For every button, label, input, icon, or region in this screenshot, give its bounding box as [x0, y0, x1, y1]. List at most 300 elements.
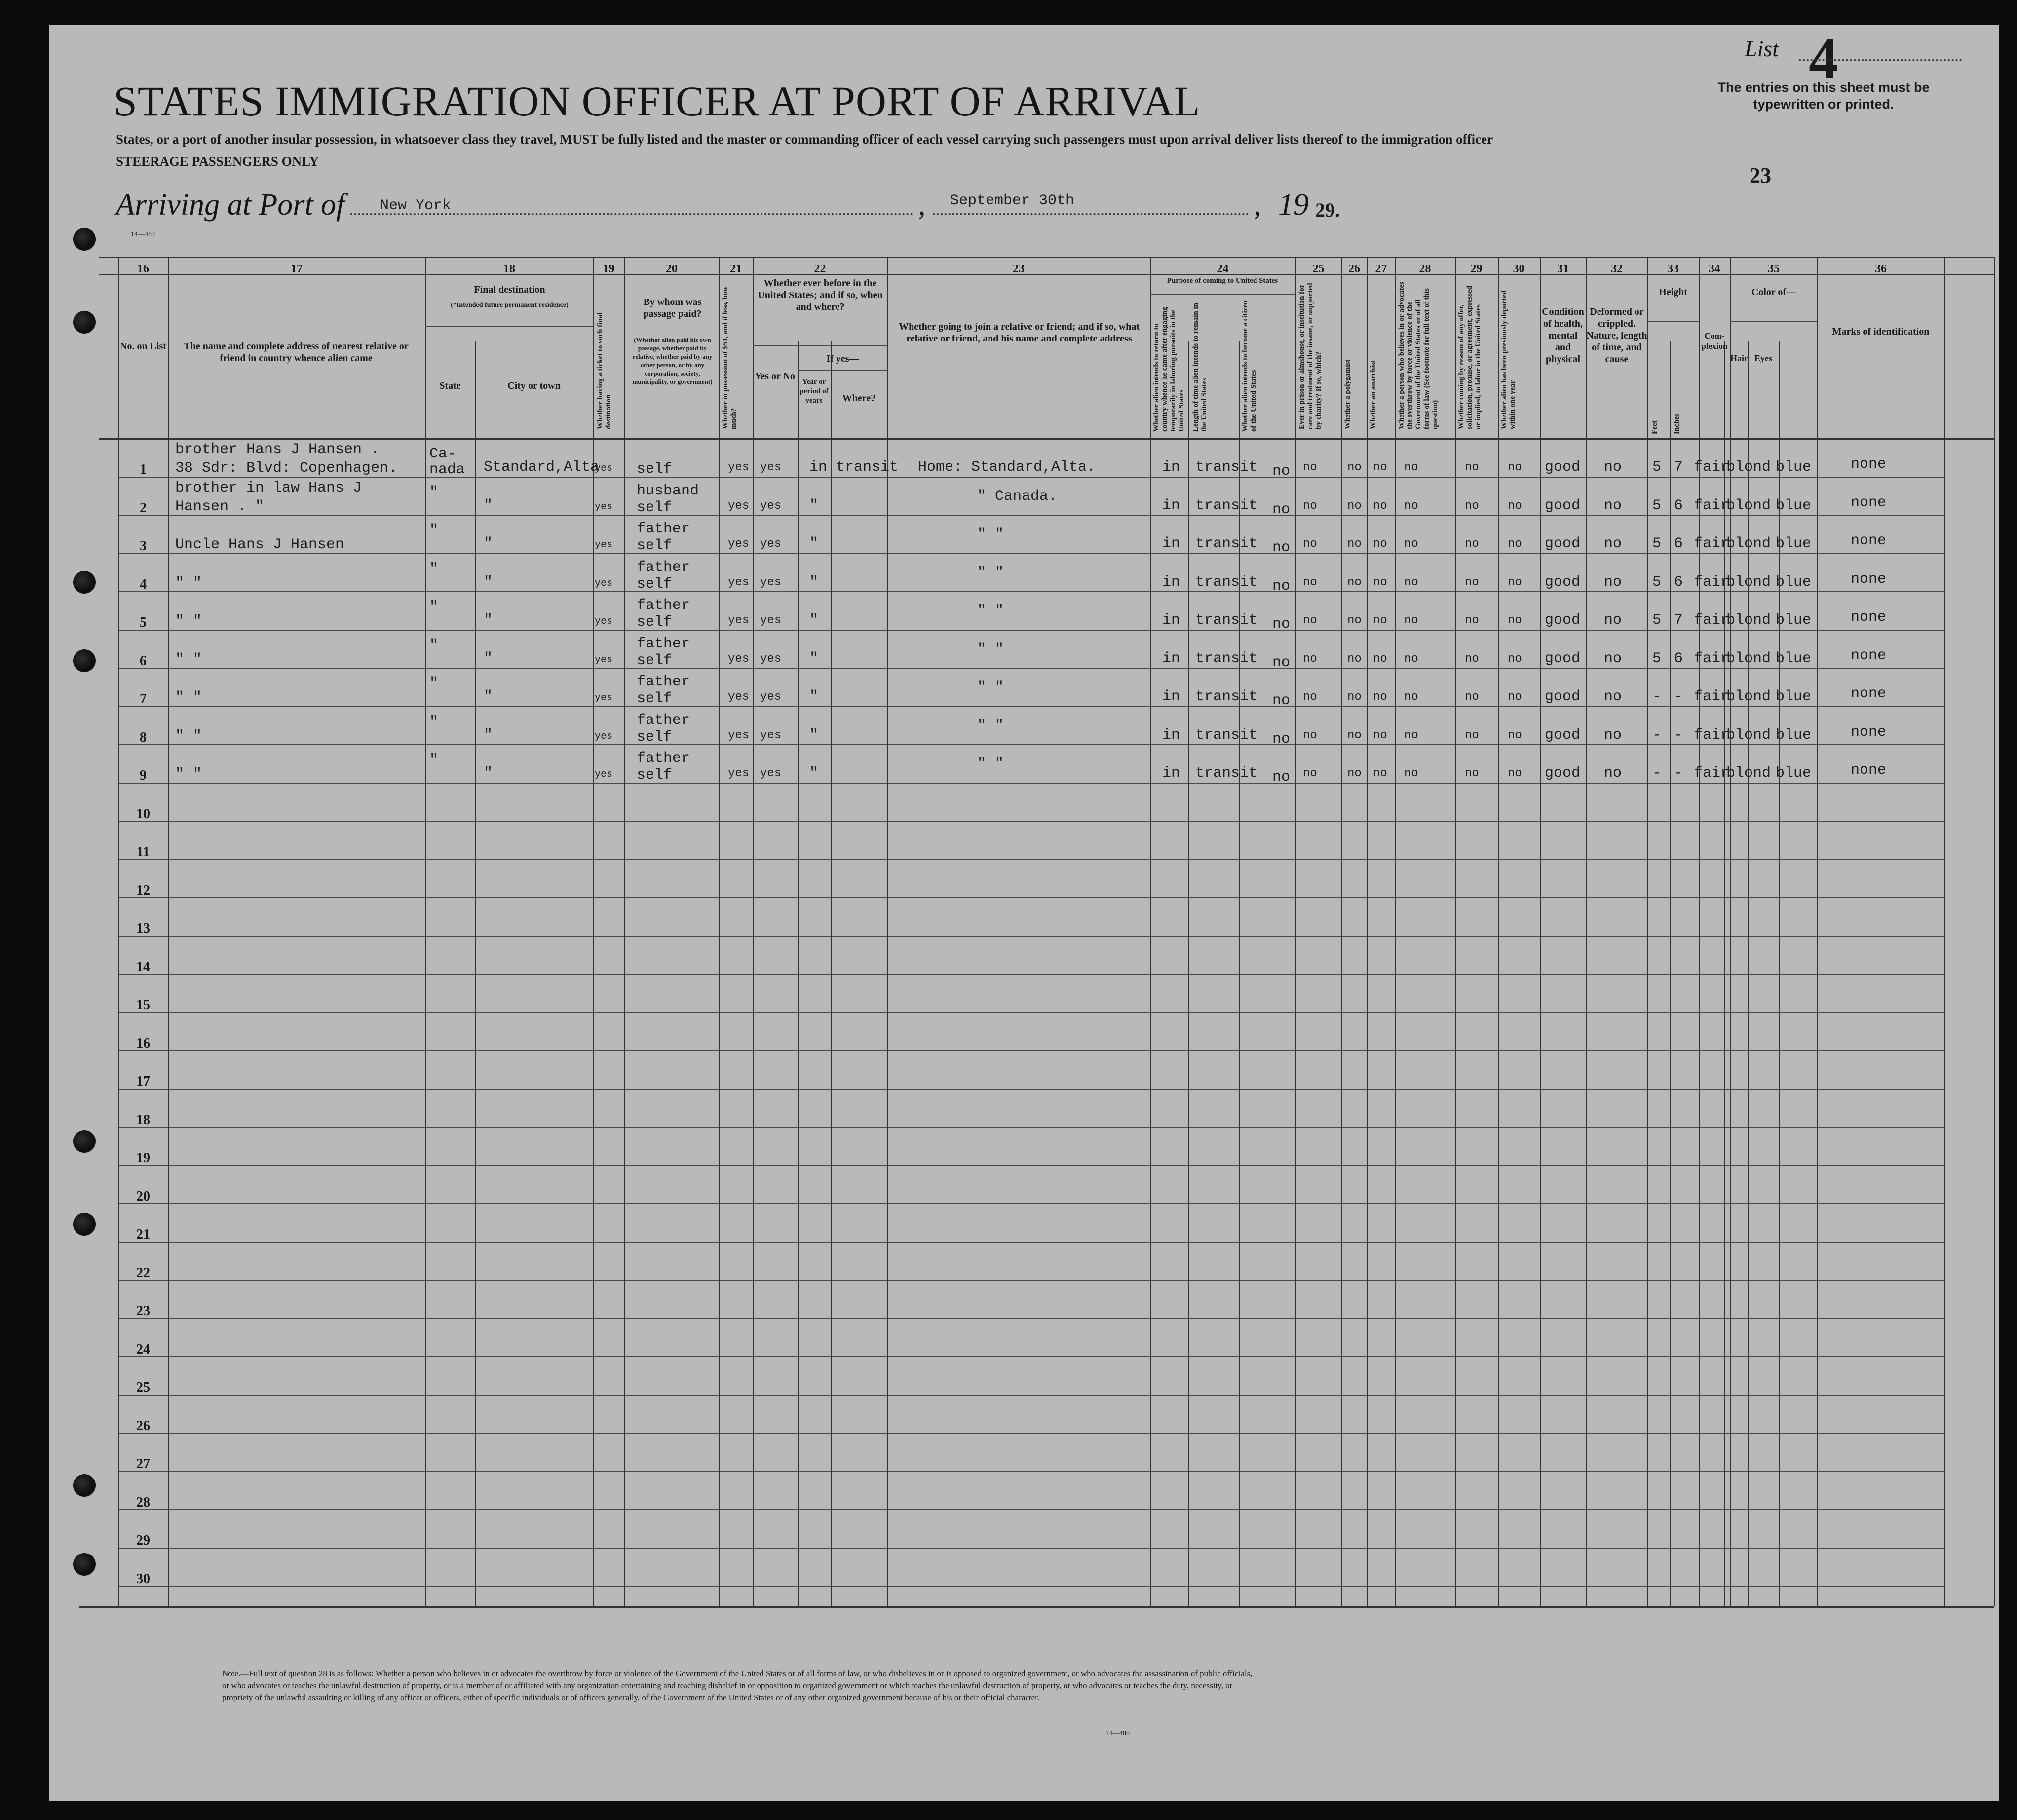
subcolumn-rule — [1748, 341, 1749, 1606]
destination-city: Standard,Alta — [484, 459, 600, 476]
purpose-length-value: transit — [1195, 612, 1258, 629]
hair-value: blond — [1726, 459, 1771, 476]
purpose-length-value: transit — [1195, 573, 1258, 591]
passage-paid-line-2: self — [637, 652, 673, 669]
destination-state: " — [429, 599, 439, 615]
list-number-line — [1799, 59, 1962, 61]
purpose-citizen-value: no — [1272, 616, 1291, 633]
date-line — [933, 213, 1249, 215]
deformed-value: no — [1604, 688, 1622, 705]
hair-value: blond — [1726, 688, 1771, 705]
eyes-value: blue — [1776, 726, 1812, 744]
punch-hole — [73, 1213, 96, 1236]
destination-state: " — [429, 713, 439, 730]
relative-line-2: Hansen . " — [175, 498, 265, 515]
complexion-value: fair — [1694, 459, 1730, 476]
purpose-length-value: transit — [1195, 650, 1258, 667]
health-value: good — [1545, 726, 1581, 744]
purpose-return-value: in — [1162, 765, 1180, 782]
footnote-q28: Note.—Full text of question 28 is as follows: Whether a person who believes in or advocates the overthrow by force or violence of the Government of the United States or of all forms of law, or who disbelieves in or is opposed to organized government, or who advocates the assassination of public officials, or who advocates or teaches the unlawful destruction of property, or is a member of or affiliated with any organization entertaining and teaching disbelief in or opposition to organized government or which teaches the unlawful destruction of property, or who advocates or teaches the duty, necessity, or propriety of the unlawful assaulting or killing of any officer or officers, either of specific individuals or of officers generally, of the Government of the United States or of any other organized government because of his or their official character. — [222, 1669, 1253, 1702]
header-prison: Ever in prison or almshouse, or institution for care and treatment of the insane, or supported by charity? If so, which? — [1298, 283, 1323, 429]
row-number: 30 — [136, 1571, 150, 1587]
header-overthrow: Whether a person who believes in or advocates the overthrow by force or violence of the Government of the United States or of all forms of law (See footnote for full text of this question) — [1398, 281, 1439, 429]
ticket-value: yes — [595, 501, 613, 513]
deformed-value: no — [1604, 497, 1622, 514]
fifty-value: yes — [728, 767, 750, 780]
column-rule — [1647, 257, 1648, 1606]
row-rule — [118, 1395, 1944, 1396]
column-number-24: 24 — [1217, 263, 1229, 275]
purpose-citizen-value: no — [1272, 577, 1291, 595]
prison-value: no — [1303, 652, 1317, 666]
hair-value: blond — [1726, 573, 1771, 591]
anarchist-value: no — [1373, 690, 1387, 704]
contract-labor-value: no — [1465, 461, 1479, 474]
passage-paid-line-2: self — [637, 614, 673, 631]
destination-city: " — [484, 650, 493, 667]
anarchist-value: no — [1373, 575, 1387, 589]
overthrow-value: no — [1404, 537, 1418, 551]
header-ever-before: Whether ever before in the United States; and if so, when and where? — [758, 278, 883, 312]
header-nearest-relative: The name and complete address of nearest relative or friend in country whence alien came — [184, 341, 409, 364]
purpose-return-value: in — [1162, 459, 1180, 476]
before-value: yes — [760, 461, 782, 474]
height-inches-value: 7 — [1674, 612, 1683, 629]
prison-value: no — [1303, 767, 1317, 780]
ticket-value: yes — [595, 692, 613, 704]
punch-hole — [73, 311, 96, 334]
marks-value: none — [1851, 685, 1887, 702]
year-value: " — [809, 650, 819, 667]
overthrow-value: no — [1404, 728, 1418, 742]
form-number-top: 14—480 — [131, 231, 155, 238]
ticket-value: yes — [595, 539, 613, 551]
purpose-length-value: transit — [1195, 459, 1258, 476]
passage-paid-line-2: self — [637, 499, 673, 516]
destination-state: " — [429, 637, 439, 654]
destination-state: " — [429, 560, 439, 577]
fifty-value: yes — [728, 575, 750, 589]
list-number: 4 — [1809, 26, 1838, 91]
column-rule — [1586, 257, 1587, 1606]
subhdr-rule — [1730, 321, 1817, 322]
row-rule — [118, 744, 1944, 745]
complexion-value: fair — [1694, 497, 1730, 514]
row-number: 9 — [140, 768, 147, 783]
join-line-1: " " — [977, 756, 1004, 772]
header-health: Condition of health, mental and physical — [1542, 306, 1584, 365]
height-feet-value: 5 — [1652, 650, 1662, 667]
deported-value: no — [1508, 690, 1522, 704]
passage-paid-line-1: father — [637, 521, 690, 537]
destination-city: " — [484, 726, 493, 744]
table-bottom-rule — [79, 1606, 1994, 1608]
anarchist-value: no — [1373, 652, 1387, 666]
contract-labor-value: no — [1465, 690, 1479, 704]
row-rule — [118, 1012, 1944, 1013]
punch-hole — [73, 228, 96, 251]
column-number-16: 16 — [137, 263, 149, 275]
subhdr-rule — [798, 370, 887, 371]
column-number-18: 18 — [503, 263, 515, 275]
height-feet-value: 5 — [1652, 459, 1662, 476]
purpose-return-value: in — [1162, 650, 1180, 667]
prison-value: no — [1303, 575, 1317, 589]
relative-line-1: brother in law Hans J — [175, 479, 362, 496]
column-rule — [1455, 257, 1456, 1606]
subcolumn-rule — [1779, 341, 1780, 1606]
contract-labor-value: no — [1465, 614, 1479, 627]
height-inches-value: 6 — [1674, 497, 1683, 514]
deported-value: no — [1508, 614, 1522, 627]
deformed-value: no — [1604, 535, 1622, 552]
passage-paid-line-2: self — [637, 537, 673, 554]
relative-line-2: " " — [175, 651, 202, 668]
deported-value: no — [1508, 652, 1522, 666]
purpose-citizen-value: no — [1272, 769, 1291, 786]
header-if-yes: If yes— — [826, 353, 859, 364]
join-line-1: " " — [977, 564, 1004, 581]
row-rule — [118, 1548, 1944, 1549]
height-inches-value: 6 — [1674, 535, 1683, 552]
year-value: " — [809, 765, 819, 782]
row-rule — [118, 1089, 1944, 1090]
header-yes-no: Yes or No — [755, 371, 795, 381]
sheet-number: 23 — [1750, 163, 1771, 188]
complexion-value: fair — [1694, 765, 1730, 782]
height-inches-value: - — [1674, 765, 1683, 782]
column-rule — [624, 257, 625, 1606]
column-rule — [168, 257, 169, 1606]
punch-hole — [73, 649, 96, 672]
contract-labor-value: no — [1465, 767, 1479, 780]
prison-value: no — [1303, 537, 1317, 551]
hair-value: blond — [1726, 726, 1771, 744]
column-number-22: 22 — [814, 263, 826, 275]
polygamist-value: no — [1347, 461, 1362, 474]
header-no-on-list: No. on List — [120, 341, 166, 352]
header-polygamist: Whether a polygamist — [1344, 359, 1352, 429]
relative-line-2: " " — [175, 574, 202, 592]
purpose-return-value: in — [1162, 573, 1180, 591]
passage-paid-line-1: father — [637, 635, 690, 652]
deported-value: no — [1508, 461, 1522, 474]
row-rule — [118, 515, 1944, 516]
punch-hole — [73, 1130, 96, 1153]
port-value: New York — [380, 197, 452, 214]
row-number: 23 — [136, 1303, 150, 1319]
anarchist-value: no — [1373, 767, 1387, 780]
deformed-value: no — [1604, 459, 1622, 476]
health-value: good — [1545, 573, 1581, 591]
height-inches-value: 7 — [1674, 459, 1683, 476]
polygamist-value: no — [1347, 499, 1362, 513]
header-marks: Marks of identification — [1832, 326, 1930, 337]
marks-value: none — [1851, 570, 1887, 588]
marks-value: none — [1851, 647, 1887, 664]
punch-hole — [73, 571, 96, 594]
year-suffix: 29. — [1315, 199, 1340, 221]
marks-value: none — [1851, 723, 1887, 741]
header-purpose-citizen: Whether alien intends to become a citizen of the United States — [1241, 300, 1257, 432]
manifest-sheet — [49, 25, 1999, 1801]
header-passage-paid: By whom was passage paid? — [643, 297, 702, 319]
header-where: Where? — [842, 393, 876, 404]
overthrow-value: no — [1404, 499, 1418, 513]
anarchist-value: no — [1373, 499, 1387, 513]
destination-city: " — [484, 765, 493, 782]
height-feet-value: 5 — [1652, 612, 1662, 629]
subcolumn-rule — [798, 341, 799, 1606]
contract-labor-value: no — [1465, 575, 1479, 589]
row-rule — [118, 1471, 1944, 1472]
overthrow-value: no — [1404, 575, 1418, 589]
header-complexion: Com- plexion — [1701, 331, 1728, 351]
fifty-value: yes — [728, 499, 750, 513]
health-value: good — [1545, 612, 1581, 629]
height-feet-value: 5 — [1652, 573, 1662, 591]
comma-2: , — [1254, 188, 1261, 222]
anarchist-value: no — [1373, 461, 1387, 474]
deformed-value: no — [1604, 765, 1622, 782]
header-purpose: Purpose of coming to United States — [1167, 277, 1278, 285]
purpose-citizen-value: no — [1272, 501, 1291, 518]
purpose-return-value: in — [1162, 612, 1180, 629]
row-number: 28 — [136, 1494, 150, 1510]
destination-state: " — [429, 484, 439, 501]
comma-1: , — [918, 188, 926, 222]
header-state: State — [439, 380, 461, 391]
purpose-return-value: in — [1162, 726, 1180, 744]
row-rule — [118, 591, 1944, 592]
eyes-value: blue — [1776, 765, 1812, 782]
header-deformed: Deformed or crippled. Nature, length of time, and cause — [1586, 306, 1647, 365]
before-value: yes — [760, 575, 782, 589]
purpose-return-value: in — [1162, 497, 1180, 514]
subhdr-rule — [1647, 321, 1699, 322]
deformed-value: no — [1604, 612, 1622, 629]
header-fifty-dollars: Whether in possession of $50, and if less, how much? — [722, 286, 738, 429]
year-value: " — [809, 573, 819, 591]
year-value: " — [809, 535, 819, 552]
polygamist-value: no — [1347, 614, 1362, 627]
anarchist-value: no — [1373, 728, 1387, 742]
row-number: 18 — [136, 1112, 150, 1128]
eyes-value: blue — [1776, 535, 1812, 552]
header-contract-labor: Whether coming by reason of any offer, solicitation, promise, or agreement, expressed or implied, to labor in the United States — [1457, 286, 1482, 429]
fifty-value: yes — [728, 690, 750, 704]
row-rule — [118, 553, 1944, 554]
height-feet-value: - — [1652, 688, 1662, 705]
passage-paid-line-1: father — [637, 597, 690, 614]
marks-value: none — [1851, 762, 1887, 779]
purpose-length-value: transit — [1195, 765, 1258, 782]
header-final-destination: Final destination — [474, 284, 545, 295]
row-number: 1 — [140, 462, 147, 477]
header-purpose-return: Whether alien intends to return to country whence he came after engaging temporarily in laboring pursuits in the United States — [1152, 307, 1185, 432]
before-value: yes — [760, 767, 782, 780]
overthrow-value: no — [1404, 767, 1418, 780]
height-inches-value: - — [1674, 688, 1683, 705]
row-number: 5 — [140, 615, 147, 630]
row-number: 10 — [136, 806, 150, 822]
row-number: 4 — [140, 576, 147, 592]
purpose-citizen-value: no — [1272, 539, 1291, 556]
ticket-value: yes — [595, 463, 613, 474]
subcolumn-rule — [1670, 341, 1671, 1606]
ticket-value: yes — [595, 616, 613, 627]
row-rule — [118, 821, 1944, 822]
hair-value: blond — [1726, 650, 1771, 667]
column-number-31: 31 — [1557, 263, 1569, 275]
ticket-value: yes — [595, 769, 613, 780]
before-value: yes — [760, 690, 782, 704]
purpose-citizen-value: no — [1272, 463, 1291, 480]
health-value: good — [1545, 765, 1581, 782]
header-inches: Inches — [1673, 414, 1681, 434]
row-rule — [118, 897, 1944, 898]
column-number-21: 21 — [730, 263, 742, 275]
entries-note: The entries on this sheet must be typewritten or printed. — [1717, 80, 1930, 112]
row-number: 21 — [136, 1227, 150, 1242]
column-number-29: 29 — [1470, 263, 1483, 275]
prison-value: no — [1303, 499, 1317, 513]
marks-value: none — [1851, 532, 1887, 549]
deported-value: no — [1508, 537, 1522, 551]
header-feet: Feet — [1651, 420, 1659, 434]
row-number: 26 — [136, 1418, 150, 1434]
row-rule — [118, 1127, 1944, 1128]
header-anarchist: Whether an anarchist — [1370, 360, 1377, 429]
join-line-1: " " — [977, 526, 1004, 543]
height-inches-value: 6 — [1674, 573, 1683, 591]
polygamist-value: no — [1347, 537, 1362, 551]
polygamist-value: no — [1347, 767, 1362, 780]
complexion-value: fair — [1694, 612, 1730, 629]
overthrow-value: no — [1404, 614, 1418, 627]
relative-line-2: " " — [175, 766, 202, 783]
passage-paid-line-2: self — [637, 575, 673, 593]
row-rule — [118, 1203, 1944, 1204]
relative-line-2: " " — [175, 613, 202, 630]
header-bottom-rule — [99, 438, 1994, 440]
row-rule — [118, 1318, 1944, 1319]
ticket-value: yes — [595, 730, 613, 742]
polygamist-value: no — [1347, 575, 1362, 589]
row-rule — [118, 783, 1944, 784]
passage-paid-line-2: self — [637, 728, 673, 746]
column-rule — [1817, 257, 1818, 1606]
eyes-value: blue — [1776, 573, 1812, 591]
row-number: 27 — [136, 1456, 150, 1472]
column-rule — [1540, 257, 1541, 1606]
purpose-return-value: in — [1162, 535, 1180, 552]
column-rule — [1341, 257, 1342, 1606]
contract-labor-value: no — [1465, 537, 1479, 551]
header-height: Height — [1659, 287, 1687, 298]
fifty-value: yes — [728, 652, 750, 666]
row-number: 13 — [136, 921, 150, 936]
row-rule — [118, 936, 1944, 937]
destination-city: " — [484, 497, 493, 514]
column-rule — [425, 257, 426, 1606]
eyes-value: blue — [1776, 612, 1812, 629]
subhdr-rule — [425, 326, 593, 327]
anarchist-value: no — [1373, 614, 1387, 627]
subcolumn-rule — [1188, 341, 1189, 1606]
ticket-value: yes — [595, 654, 613, 666]
form-number-bottom: 14—480 — [1105, 1730, 1130, 1737]
join-line-1: " " — [977, 679, 1004, 696]
prison-value: no — [1303, 461, 1317, 474]
polygamist-value: no — [1347, 728, 1362, 742]
eyes-value: blue — [1776, 459, 1812, 476]
header-final-destination-sub: (*Intended future permanent residence) — [451, 302, 569, 309]
destination-state: " — [429, 675, 439, 692]
relative-line-2: " " — [175, 689, 202, 706]
column-number-23: 23 — [1013, 263, 1025, 275]
deformed-value: no — [1604, 573, 1622, 591]
subcolumn-rule — [475, 341, 476, 1606]
destination-city: " — [484, 612, 493, 629]
year-value: " — [809, 497, 819, 514]
contract-labor-value: no — [1465, 728, 1479, 742]
row-number: 20 — [136, 1188, 150, 1204]
fifty-value: yes — [728, 614, 750, 627]
height-inches-value: 6 — [1674, 650, 1683, 667]
contract-labor-value: no — [1465, 499, 1479, 513]
row-number: 16 — [136, 1035, 150, 1051]
fifty-value: yes — [728, 728, 750, 742]
contract-labor-value: no — [1465, 652, 1479, 666]
relative-line-2: 38 Sdr: Blvd: Copenhagen. — [175, 460, 398, 477]
row-number: 22 — [136, 1265, 150, 1281]
deported-value: no — [1508, 499, 1522, 513]
year-value: " — [809, 612, 819, 629]
row-rule — [118, 1356, 1944, 1357]
header-going-to-join: Whether going to join a relative or friend; and if so, what relative or friend, and his name and complete address — [899, 321, 1140, 344]
destination-state: Ca- nada — [429, 446, 465, 478]
header-deported: Whether alien has been previously deported within one year — [1500, 290, 1517, 429]
row-rule — [118, 974, 1944, 975]
row-rule — [118, 1509, 1944, 1510]
hair-value: blond — [1726, 612, 1771, 629]
fifty-value: yes — [728, 537, 750, 551]
join-line-2: Home: Standard,Alta. — [918, 459, 1096, 476]
destination-city: " — [484, 535, 493, 552]
complexion-value: fair — [1694, 688, 1730, 705]
subhdr-rule — [1150, 294, 1295, 295]
header-city: City or town — [507, 380, 561, 391]
destination-city: " — [484, 688, 493, 705]
column-number-27: 27 — [1375, 263, 1387, 275]
column-number-17: 17 — [291, 263, 303, 275]
health-value: good — [1545, 650, 1581, 667]
row-number: 24 — [136, 1341, 150, 1357]
purpose-citizen-value: no — [1272, 692, 1291, 709]
row-number: 14 — [136, 959, 150, 975]
destination-state: " — [429, 522, 439, 539]
hair-value: blond — [1726, 497, 1771, 514]
before-value: yes — [760, 652, 782, 666]
hair-value: blond — [1726, 765, 1771, 782]
height-feet-value: - — [1652, 765, 1662, 782]
column-number-30: 30 — [1513, 263, 1525, 275]
purpose-length-value: transit — [1195, 688, 1258, 705]
column-number-20: 20 — [666, 263, 678, 275]
row-rule — [118, 630, 1944, 631]
header-color-of: Color of— — [1751, 287, 1796, 298]
